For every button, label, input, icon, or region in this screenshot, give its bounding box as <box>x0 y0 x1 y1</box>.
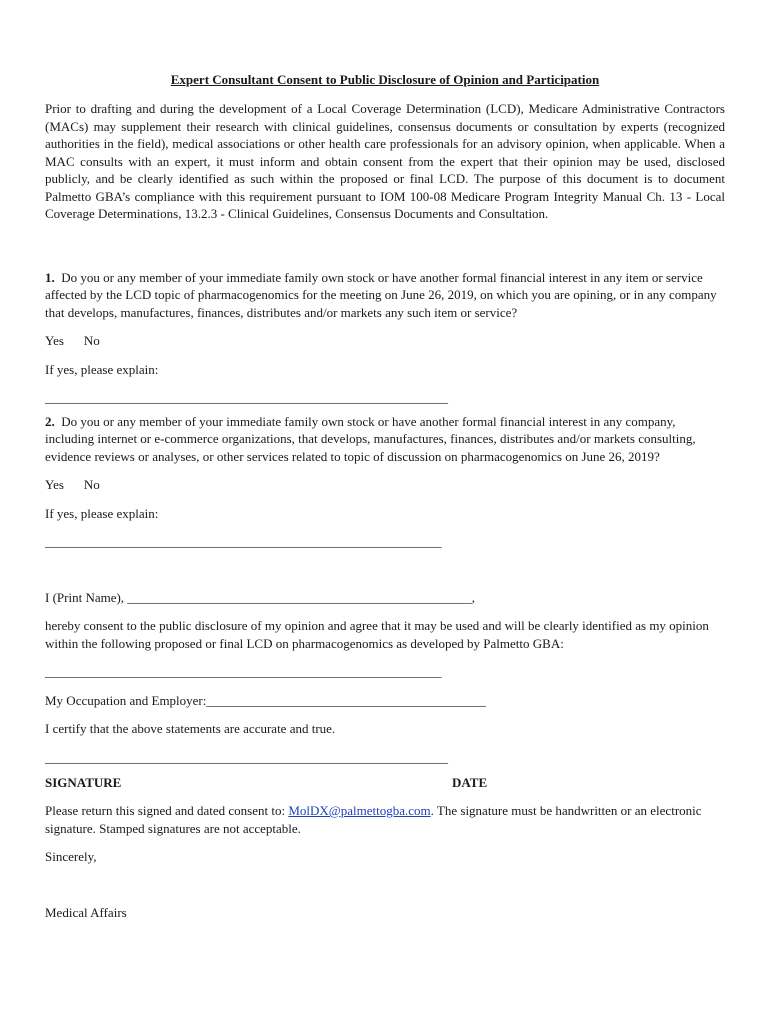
question-1-text: Do you or any member of your immediate family own stock or have another formal financial interest in any item or service affected by the LCD topic of pharmacogenomics for the meeting on June 26, 2019, on which you are opining, or in any company that develops, manufactures, finances, distributes and/or markets any such item or service? <box>45 269 717 320</box>
signature-label: SIGNATURE <box>45 775 122 790</box>
question-2 <box>45 413 725 466</box>
question-1-number: 1. <box>45 269 55 285</box>
no-option[interactable]: No <box>83 477 100 492</box>
yes-option[interactable]: Yes <box>45 333 64 348</box>
signature-line[interactable]: ______________________________________________________________ <box>45 749 448 765</box>
spacer <box>45 223 725 269</box>
consent-statement: hereby consent to the public disclosure of my opinion and agree that it may be used and will be clearly identified as my opinion within the following proposed or final LCD on pharmacogenomics as developed by Palmetto GBA: <box>45 618 709 651</box>
return-suffix: . The signature must be handwritten or an electronic signature. Stamped signatures are not acceptable. <box>45 803 702 836</box>
email-link[interactable]: MolDX@palmettogba.com <box>288 803 431 818</box>
document-title: Expert Consultant Consent to Public Disclosure of Opinion and Participation <box>170 72 600 87</box>
question-1-explain-line[interactable]: ______________________________________________________________ <box>45 390 448 405</box>
certify-statement: I certify that the above statements are accurate and true. <box>45 721 336 736</box>
occupation-employer-line[interactable]: My Occupation and Employer:___________________________________________ <box>45 692 486 708</box>
yes-option[interactable]: Yes <box>45 477 64 492</box>
consent-line[interactable]: _____________________________________________________________ <box>45 664 442 679</box>
date-label: DATE <box>452 775 488 790</box>
print-name-line[interactable]: I (Print Name), _____________________________________________________, <box>45 589 476 605</box>
signature-date-row <box>45 775 725 793</box>
question-2-number: 2. <box>45 413 55 429</box>
question-1-explain-label: If yes, please explain: <box>45 361 159 377</box>
sincerely: Sincerely, <box>45 849 97 864</box>
return-instructions <box>45 802 725 837</box>
question-2-options <box>45 476 725 494</box>
question-1-options <box>45 332 725 350</box>
closing-signoff: Medical Affairs <box>45 904 127 920</box>
return-prefix: Please return this signed and dated consent to: <box>45 803 289 818</box>
document-page <box>45 72 725 921</box>
question-2-explain-label: If yes, please explain: <box>45 505 159 521</box>
intro-paragraph: Prior to drafting and during the development of a Local Coverage Determination (LCD), Medicare Administrative Contractors (MACs) may supplement their research with clinical guidelines, consensus documents or consultation by experts (recognized authorities in the field), medical associations or other health care professionals for an advisory opinion, when applicable. When a MAC consults with an expert, it must inform and obtain consent from the expert that their opinion may be used, disclosed publicly, and be clearly identified as such within the proposed or final LCD. The purpose of this document is to document Palmetto GBA’s compliance with this requirement pursuant to IOM 100-08 Medicare Program Integrity Manual Ch. 13 - Local Coverage Determinations, 13.2.3 - Clinical Guidelines, Consensus Documents and Consultation. <box>45 101 725 221</box>
question-2-explain-line[interactable]: _____________________________________________________________ <box>45 534 442 549</box>
question-1 <box>45 269 725 322</box>
no-option[interactable]: No <box>83 333 100 348</box>
question-2-text: Do you or any member of your immediate family own stock or have another formal financial interest in any company, including internet or e-commerce organizations, that develops, manufactures, finances, distributes and/or markets consulting, evidence reviews or analyses, or other services related to topic of discussion on pharmacogenomics on June 26, 2019? <box>45 413 696 464</box>
